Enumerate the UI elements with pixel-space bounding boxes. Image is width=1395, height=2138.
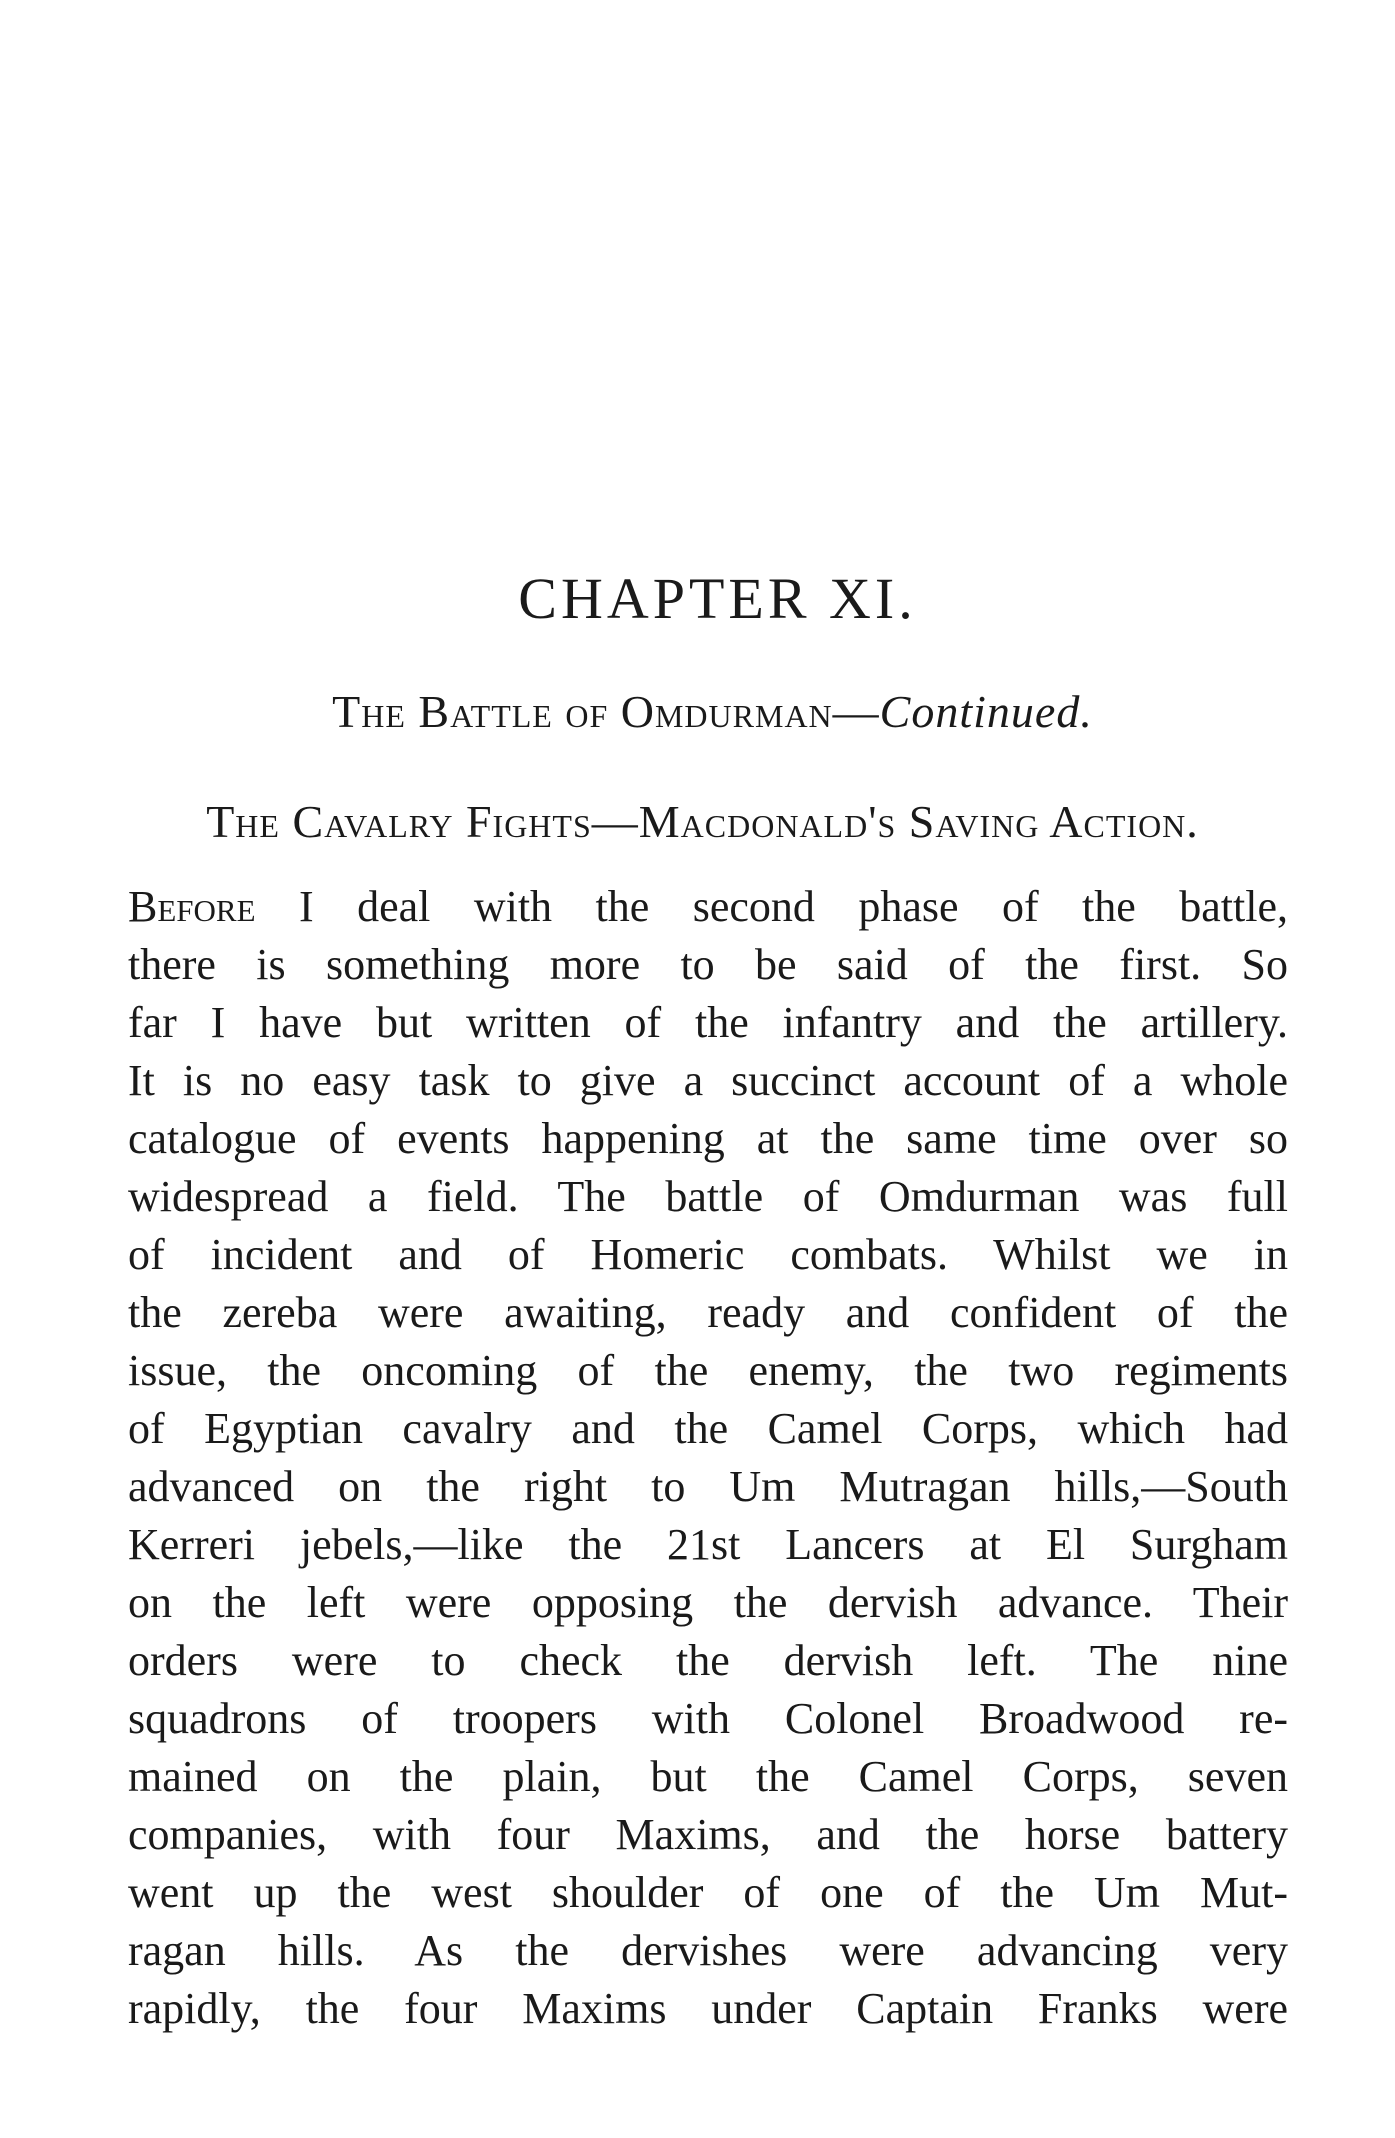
paragraph-line: of incident and of Homeric combats. Whilst we in <box>128 1230 1288 1279</box>
paragraph-line: widespread a field. The battle of Omdurman was full <box>128 1172 1288 1221</box>
paragraph-line: companies, with four Maxims, and the horse battery <box>128 1810 1288 1859</box>
paragraph-line: It is no easy task to give a succinct account of a whole <box>128 1056 1288 1105</box>
paragraph-line: rapidly, the four Maxims under Captain Franks were <box>128 1984 1288 2033</box>
paragraph-line: the zereba were awaiting, ready and confident of the <box>128 1288 1288 1337</box>
line-text: I deal with the second phase of the battle, <box>255 882 1288 931</box>
paragraph-line: on the left were opposing the dervish advance. Their <box>128 1578 1288 1627</box>
opening-word: Before <box>128 882 256 931</box>
subtitle-main: The Battle of Omdurman— <box>332 686 880 737</box>
body-paragraph <box>128 878 1288 2038</box>
paragraph-line: mained on the plain, but the Camel Corps, seven <box>128 1752 1288 1801</box>
paragraph-line: advanced on the right to Um Mutragan hills,—South <box>128 1462 1288 1511</box>
paragraph-line: catalogue of events happening at the same time over so <box>128 1114 1288 1163</box>
paragraph-line: far I have but written of the infantry and the artillery. <box>128 998 1288 1047</box>
subtitle-continued: Continued. <box>879 686 1093 737</box>
paragraph-line <box>128 878 1288 936</box>
paragraph-line: ragan hills. As the dervishes were advancing very <box>128 1926 1288 1975</box>
paragraph-line: of Egyptian cavalry and the Camel Corps, which had <box>128 1404 1288 1453</box>
paragraph-line: Kerreri jebels,—like the 21st Lancers at El Surgham <box>128 1520 1288 1569</box>
paragraph-line: there is something more to be said of the first. So <box>128 940 1288 989</box>
paragraph-line: orders were to check the dervish left. The nine <box>128 1636 1288 1685</box>
chapter-summary: The Cavalry Fights—Macdonald's Saving Action. <box>206 796 1199 847</box>
paragraph-line: issue, the oncoming of the enemy, the two regiments <box>128 1346 1288 1395</box>
paragraph-line: went up the west shoulder of one of the Um Mut- <box>128 1868 1288 1917</box>
chapter-heading: CHAPTER XI. <box>518 566 917 631</box>
paragraph-line: squadrons of troopers with Colonel Broadwood re- <box>128 1694 1288 1743</box>
chapter-subtitle <box>0 685 1395 738</box>
